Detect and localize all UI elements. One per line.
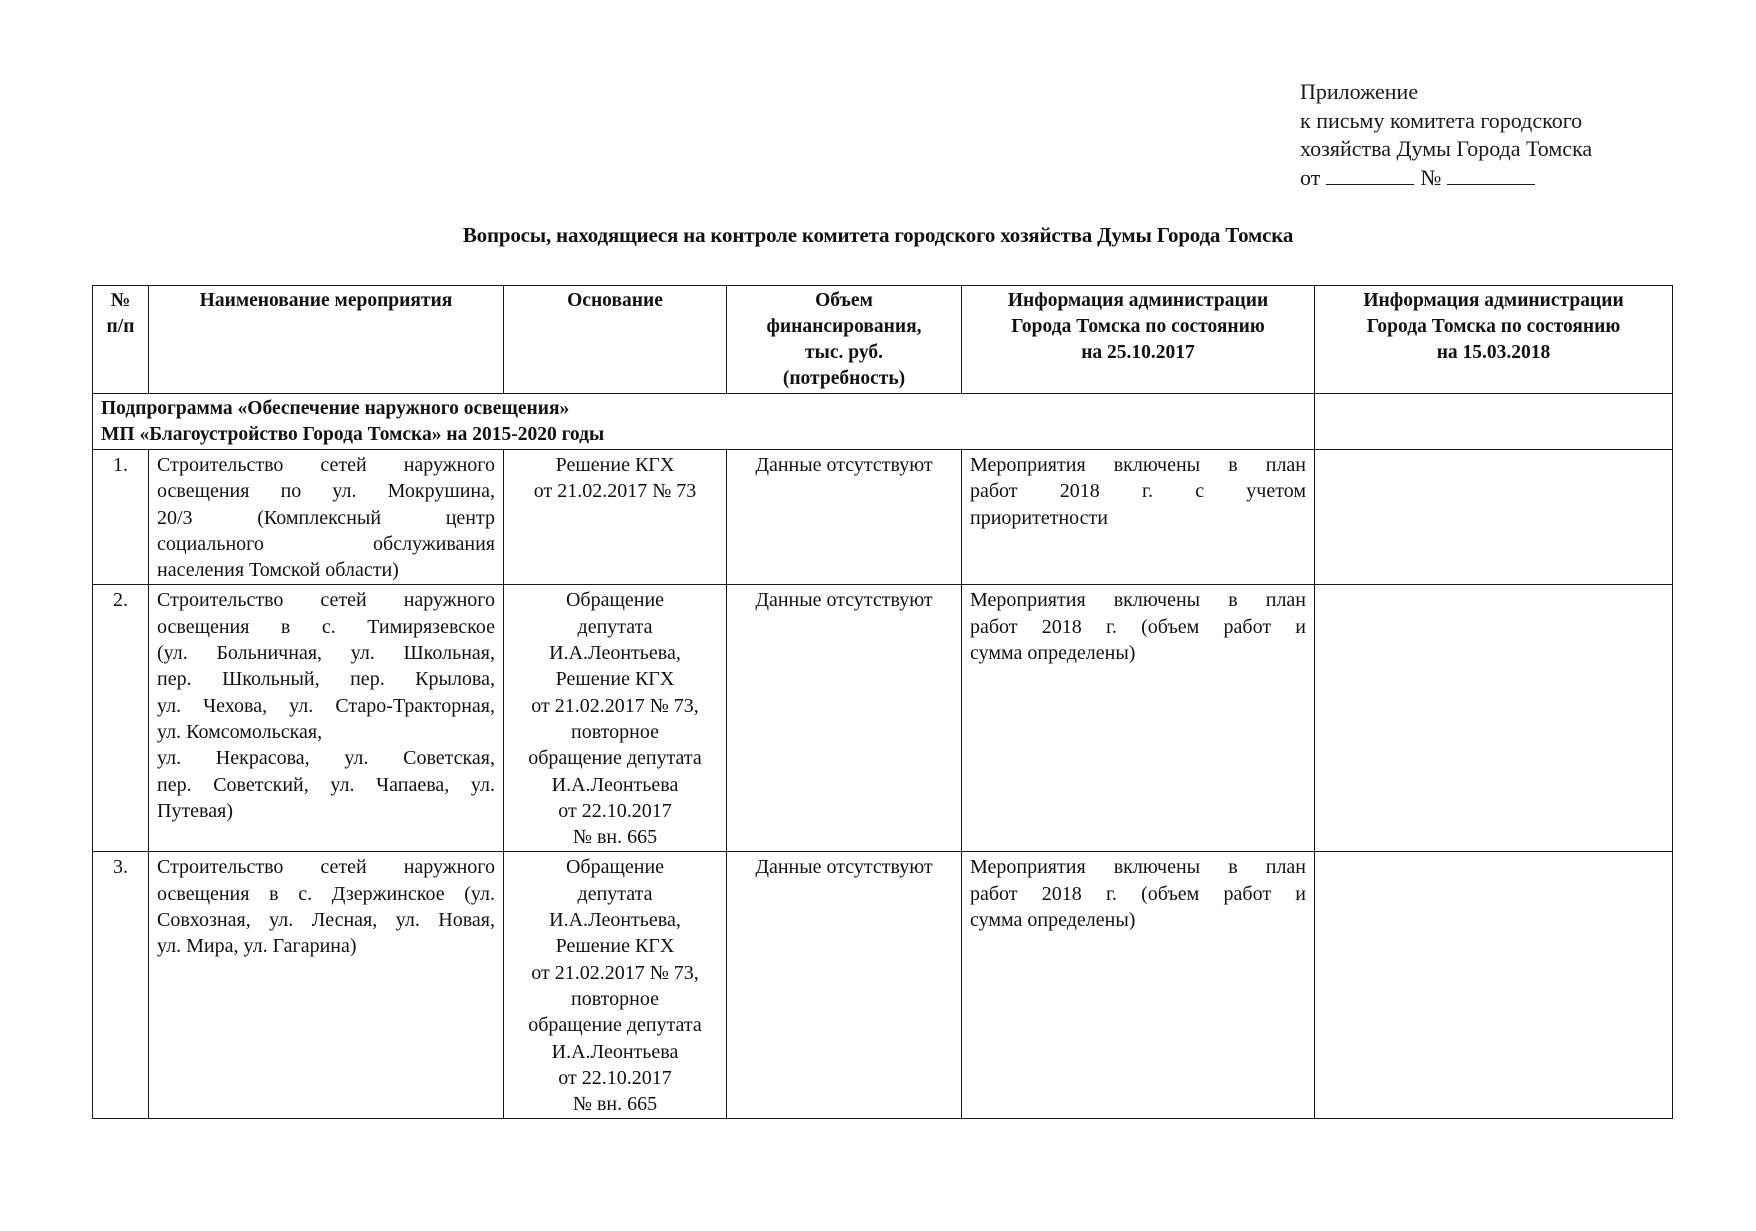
- row-number: 2.: [93, 585, 149, 852]
- header-event-name: Наименование мероприятия: [149, 286, 504, 394]
- annex-date-blank: [1326, 166, 1414, 185]
- row-info-2018: [1315, 585, 1673, 852]
- annex-line-3: хозяйства Думы Города Томска: [1300, 136, 1593, 161]
- annex-line-1: Приложение: [1300, 79, 1419, 104]
- row-info-2017: Мероприятия включены в план работ 2018 г. с учетом приоритетности: [962, 450, 1315, 585]
- subprogram-title: Подпрограмма «Обеспечение наружного освещения» МП «Благоустройство Города Томска» на 2015-2020 годы: [93, 394, 1315, 450]
- header-info-2017: Информация администрации Города Томска по состоянию на 25.10.2017: [962, 286, 1315, 394]
- row-basis: Решение КГХ от 21.02.2017 № 73: [504, 450, 727, 585]
- header-number: № п/п: [93, 286, 149, 394]
- header-info-2018: Информация администрации Города Томска по состоянию на 15.03.2018: [1315, 286, 1673, 394]
- subprogram-row: [93, 394, 1673, 450]
- row-info-2017: Мероприятия включены в план работ 2018 г. (объем работ и сумма определены): [962, 585, 1315, 852]
- subprogram-empty-cell: [1315, 394, 1673, 450]
- annex-block: [1300, 78, 1592, 192]
- row-event-name: Строительство сетей наружного освещения в с. Дзержинское (ул. Совхозная, ул. Лесная, ул. Новая, ул. Мира, ул. Гагарина): [149, 852, 504, 1119]
- row-info-2017: Мероприятия включены в план работ 2018 г. (объем работ и сумма определены): [962, 852, 1315, 1119]
- row-funding: Данные отсутствуют: [727, 585, 962, 852]
- row-event-name: Строительство сетей наружного освещения по ул. Мокрушина, 20/3 (Комплексный центр социального обслуживания населения Томской области): [149, 450, 504, 585]
- row-number: 3.: [93, 852, 149, 1119]
- row-event-name: Строительство сетей наружного освещения в с. Тимирязевское (ул. Больничная, ул. Школьная, пер. Школьный, пер. Крылова, ул. Чехова, ул. Старо-Тракторная, ул. Комсомольская, ул. Некрасова, ул. Советская, пер. Советский, ул. Чапаева, ул. Путевая): [149, 585, 504, 852]
- row-funding: Данные отсутствуют: [727, 450, 962, 585]
- annex-from-label: от: [1300, 164, 1321, 190]
- annex-number-blank: [1447, 166, 1535, 185]
- annex-line-2: к письму комитета городского: [1300, 107, 1583, 133]
- table-row: [93, 852, 1673, 1119]
- header-basis: Основание: [504, 286, 727, 394]
- header-funding: Объем финансирования, тыс. руб. (потребность): [727, 286, 962, 394]
- row-basis: Обращение депутата И.А.Леонтьева, Решение КГХ от 21.02.2017 № 73, повторное обращение депутата И.А.Леонтьева от 22.10.2017 № вн. 665: [504, 852, 727, 1119]
- table-row: [93, 450, 1673, 585]
- table-header-row: [93, 286, 1673, 394]
- row-info-2018: [1315, 852, 1673, 1119]
- row-funding: Данные отсутствуют: [727, 852, 962, 1119]
- table-row: [93, 585, 1673, 852]
- annex-line-4: [1300, 164, 1592, 193]
- document-title: Вопросы, находящиеся на контроле комитета городского хозяйства Думы Города Томска: [462, 223, 1294, 247]
- control-issues-table: [92, 285, 1673, 1119]
- row-basis: Обращение депутата И.А.Леонтьева, Решение КГХ от 21.02.2017 № 73, повторное обращение депутата И.А.Леонтьева от 22.10.2017 № вн. 665: [504, 585, 727, 852]
- row-number: 1.: [93, 450, 149, 585]
- row-info-2018: [1315, 450, 1673, 585]
- annex-number-label: №: [1420, 164, 1442, 190]
